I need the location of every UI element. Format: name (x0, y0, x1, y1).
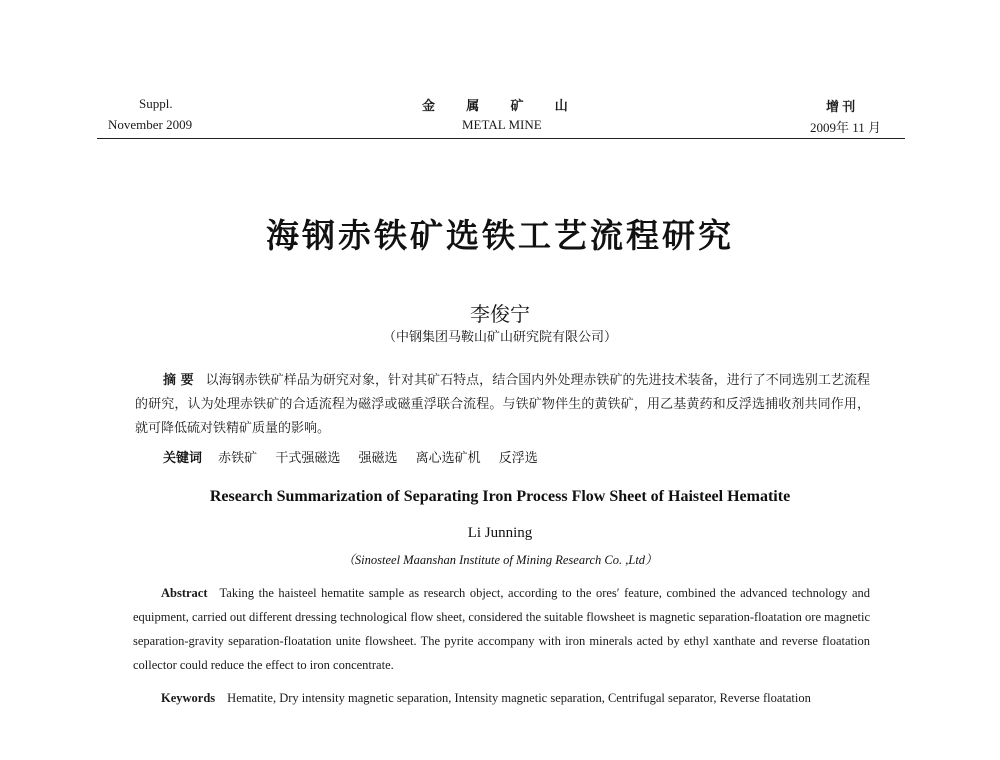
author-cn: 李俊宁 (470, 302, 530, 326)
journal-date-cn: 2009年 11 月 (810, 120, 882, 135)
abstract-en-label: Abstract (161, 586, 208, 600)
keyword-cn: 强磁选 (358, 451, 398, 466)
journal-date-en: November 2009 (108, 117, 193, 132)
keywords-cn-label: 关键词 (163, 451, 203, 466)
journal-name-cn: 金 属 矿 山 (422, 98, 582, 113)
keyword-cn: 离心选矿机 (415, 451, 481, 466)
article-title-cn: 海钢赤铁矿选铁工艺流程研究 (266, 216, 734, 255)
affiliation-cn: （中钢集团马鞍山矿山研究院有限公司） (382, 330, 617, 345)
journal-supplement-cn: 增 刊 (826, 99, 856, 114)
article-title-en: Research Summarization of Separating Iron Process Flow Sheet of Haisteel Hematite (209, 488, 791, 505)
journal-supplement-label: Suppl. (139, 96, 173, 111)
keyword-cn: 反浮选 (498, 451, 538, 466)
keyword-cn: 赤铁矿 (218, 451, 258, 466)
keywords-cn (163, 447, 538, 466)
abstract-cn-text: 以海钢赤铁矿样品为研究对象，针对其矿石特点，结合国内外处理赤铁矿的先进技术装备，进行了不同选别工艺流程的研究，认为处理赤铁矿的合适流程为磁浮或磁重浮联合流程。与铁矿物伴生的黄铁矿，用乙基黄药和反浮选捕收剂共同作用，就可降低硫对铁精矿质量的影响。 (135, 373, 870, 436)
keyword-cn: 干式强磁选 (275, 451, 341, 466)
author-en: Li Junning (467, 525, 533, 541)
journal-name-en: METAL MINE (462, 117, 542, 132)
header-rule (97, 138, 905, 139)
abstract-en-text: Taking the haisteel hematite sample as research object, according to the ores′ feature, combined the advanced technology and equipment, carried out different dressing technological flow sheet, considered the suitable flowsheet is magnetic separation-floatation ore magnetic separation-gravity separation-floatation unite flowsheet. The pyrite accompany with iron minerals acted by ethyl xanthate and reverse floatation collector could reduce the effect to iron concentrate. (133, 586, 870, 672)
keywords-en-label: Keywords (161, 691, 216, 705)
abstract-cn (135, 369, 870, 441)
keywords-en (133, 686, 870, 710)
abstract-cn-label: 摘 要 (163, 373, 194, 388)
abstract-en (133, 581, 870, 677)
affiliation-en: （Sinosteel Maanshan Institute of Mining Research Co. ,Ltd） (342, 553, 658, 567)
keywords-en-text: Hematite, Dry intensity magnetic separation, Intensity magnetic separation, Centrifugal separator, Reverse floatation (227, 691, 811, 705)
